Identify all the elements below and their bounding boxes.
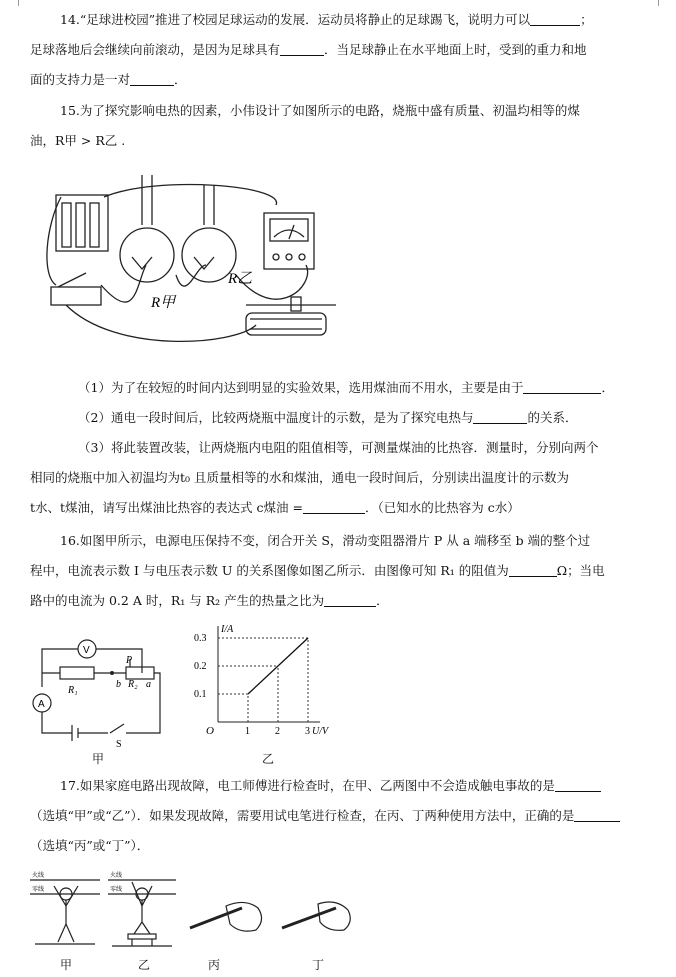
switch-icon	[51, 287, 101, 305]
circuit-diagram-jia	[30, 625, 170, 755]
q14-line-2: 足球落地后会继续向前滚动，是因为足球具有 ．当足球静止在水平地面上时，受到的重力和地	[30, 42, 587, 57]
q17-line-1: 17.如果家庭电路出现故障，电工师傅进行检查时，在甲、乙两图中不会造成触电事故的是	[60, 778, 676, 794]
q15-sub-3-line-1: （3）将此装置改装，让两烧瓶内电阻的阻值相等，可测量煤油的比热容．测量时，分别向两个	[78, 440, 599, 455]
origin-label: O	[206, 725, 214, 737]
figure-label-bing: 丙	[208, 958, 221, 972]
figure-label-jia: 甲	[60, 958, 73, 972]
y-tick-label: 0.3	[194, 633, 207, 644]
q14-line-1: 14.“足球进校园”推进了校园足球运动的发展．运动员将静止的足球踢飞，说明力可以 ；	[60, 12, 593, 27]
svg-text:b: b	[116, 679, 121, 690]
svg-text:a: a	[146, 679, 151, 690]
resistance-relation: R甲 > R乙 .	[55, 133, 126, 148]
q16-line-2: 程中，电流表示数 I 与电压表示数 U 的关系图像如图乙所示．由图像可知 R₁ 的阻值为 Ω；当电	[30, 563, 605, 578]
svg-text:R₁: R₁	[68, 685, 78, 696]
electric-safety-figures	[30, 868, 360, 950]
svg-text:A: A	[38, 699, 45, 710]
rheostat-r2-icon	[126, 667, 154, 679]
q15-sub-1: （1）为了在较短的时间内达到明显的实验效果，选用煤油而不用水，主要是由于 ．	[78, 380, 614, 395]
r-yi-label: R乙	[228, 271, 253, 287]
figure-label-ding: 丁	[312, 958, 325, 972]
q17-line-2: （选填“甲”或“乙”）．如果发现故障，需要用试电笔进行检查，在丙、丁两种使用方法中，正确的是	[30, 808, 676, 824]
q15-sub-3-line-3: t水、t煤油，请写出煤油比热容的表达式 c煤油 = ．（已知水的比热容为 c水）	[30, 500, 520, 515]
q15-sub-3-line-2: 相同的烧瓶中加入初温均为t₀ 且质量相等的水和煤油，通电一段时间后，分别读出温度计的示数为	[30, 470, 570, 485]
answer-blank[interactable]	[555, 779, 601, 792]
figure-label-yi: 乙	[262, 752, 275, 766]
svg-text:火线: 火线	[110, 872, 123, 879]
answer-blank[interactable]	[530, 13, 580, 26]
flask-jia-icon	[120, 175, 174, 282]
answer-blank[interactable]	[280, 43, 324, 56]
q15-sub-2: （2）通电一段时间后，比较两烧瓶中温度计的示数，是为了探究电热与 的关系．	[78, 410, 578, 425]
answer-blank[interactable]	[523, 381, 601, 394]
hand-pen-bing-icon	[190, 902, 262, 931]
current-voltage-chart	[192, 620, 332, 745]
x-tick-label: 3	[305, 726, 310, 737]
y-axis-label: I/A	[221, 624, 234, 635]
x-tick-label: 1	[245, 726, 250, 737]
resistor-r1-icon	[60, 667, 94, 679]
x-tick-label: 2	[275, 726, 280, 737]
answer-blank[interactable]	[473, 411, 527, 424]
q17-line-3: （选填“丙”或“丁”）．	[30, 838, 150, 853]
q16-line-3: 路中的电流为 0.2 A 时，R₁ 与 R₂ 产生的热量之比为 ．	[30, 593, 389, 608]
q15-line-1: 15.为了探究影响电热的因素，小伟设计了如图所示的电路，烧瓶中盛有质量、初温均相等的煤	[60, 103, 580, 118]
ammeter-icon	[264, 213, 314, 269]
x-axis-label: U/V	[312, 726, 329, 737]
r-jia-label: R甲	[151, 295, 176, 311]
figure-label-yi: 乙	[138, 958, 151, 972]
svg-text:S: S	[116, 739, 122, 750]
answer-blank[interactable]	[574, 809, 620, 822]
q15-line-2: 油，R甲 > R乙 .	[30, 133, 126, 148]
svg-text:零线: 零线	[110, 886, 123, 893]
svg-text:零线: 零线	[32, 886, 45, 893]
answer-blank[interactable]	[324, 594, 376, 607]
answer-blank[interactable]	[509, 564, 557, 577]
svg-text:P: P	[126, 655, 133, 666]
answer-blank[interactable]	[130, 73, 174, 86]
flask-yi-icon	[182, 185, 236, 282]
experiment-apparatus-figure	[36, 165, 356, 355]
switch-icon	[110, 724, 124, 733]
q16-line-1: 16.如图甲所示，电源电压保持不变，闭合开关 S，滑动变阻器滑片 P 从 a 端移至 b 端的整个过	[60, 533, 591, 548]
svg-text:R₂: R₂	[128, 679, 138, 690]
svg-text:火线: 火线	[32, 872, 45, 879]
rheostat-icon	[246, 297, 336, 335]
y-tick-label: 0.2	[194, 661, 207, 672]
page-edge-mark	[18, 0, 19, 6]
figure-label-jia: 甲	[92, 752, 105, 766]
person-yi-icon	[128, 882, 156, 946]
svg-text:V: V	[83, 645, 90, 656]
q14-line-3: 面的支持力是一对 ．	[30, 72, 187, 87]
y-tick-label: 0.1	[194, 689, 207, 700]
page-edge-mark	[658, 0, 659, 6]
hand-pen-ding-icon	[282, 902, 350, 930]
answer-blank[interactable]	[303, 501, 365, 514]
